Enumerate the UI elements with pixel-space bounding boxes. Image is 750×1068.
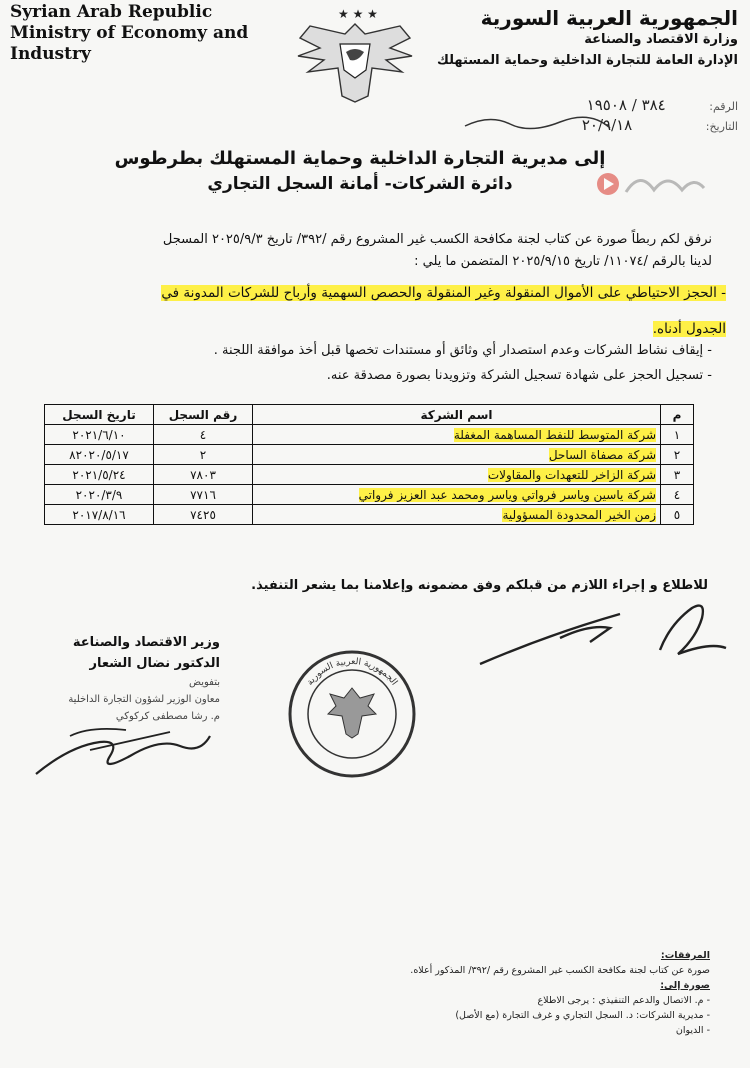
table-row (45, 485, 694, 505)
row-index: ١ (661, 425, 694, 445)
register-number: ٤ (154, 425, 253, 445)
minister-title: وزير الاقتصاد والصناعة (72, 635, 220, 650)
copies-label: صورة إلى: (660, 980, 710, 991)
company-name (253, 425, 661, 445)
body-text: لدينا بالرقم /١١٠٧٤/ تاريخ ٢٠٢٥/٩/١٥ المتضمن ما يلي : (414, 254, 712, 269)
register-number: ٧٧١٦ (154, 485, 253, 505)
body-item-3 (32, 365, 712, 387)
eagle-emblem-icon (290, 4, 420, 104)
highlighted-text: - الحجز الاحتياطي على الأموال المنقولة وغير المنقولة والحصص السهمية وأرباح للشركات المدونة في (161, 285, 726, 301)
handwriting-scribble-icon (460, 108, 620, 138)
row-index: ٣ (661, 465, 694, 485)
addressee-line-2: دائرة الشركات- أمانة السجل التجاري (207, 174, 513, 194)
table-row (45, 465, 694, 485)
register-date: ٨٢٠٢٠/٥/١٧ (45, 445, 154, 465)
copy-item: - م. الاتصال والدعم التنفيذي : يرجى الاطلاع (537, 995, 710, 1006)
table-row (45, 445, 694, 465)
body-paragraph-1 (32, 229, 712, 251)
header-en-line: Syrian Arab Republic (10, 2, 213, 22)
highlighted-text: شركة مصفاة الساحل (548, 447, 656, 462)
attachment-item: صورة عن كتاب لجنة مكافحة الكسب غير المشروع رقم /٣٩٢/ المذكور أعلاه. (410, 965, 710, 976)
body-paragraph-2 (32, 251, 712, 273)
attachments-label: المرفقات: (660, 950, 710, 961)
body-text: - تسجيل الحجز على شهادة تسجيل الشركة وتزويدنا بصورة مصدقة عنه. (326, 368, 712, 383)
minister-name: الدكتور نضال الشعار (89, 656, 220, 671)
highlighted-text: شركة المتوسط للنفط المساهمة المغفلة (453, 427, 656, 442)
copy-item: - الديوان (675, 1025, 710, 1036)
col-header-register-date: تاريخ السجل (45, 405, 154, 425)
highlighted-text: شركة الزاخر للتعهدات والمقاولات (487, 467, 656, 482)
ministry-header-en (10, 2, 250, 65)
table-row (45, 425, 694, 445)
header-ar-line: الجمهورية العربية السورية (480, 6, 738, 30)
body-item-1 (26, 282, 726, 304)
col-header-index: م (661, 405, 694, 425)
deputy-title: معاون الوزير لشؤون التجارة الداخلية (68, 694, 220, 705)
svg-text:★ ★ ★: ★ ★ ★ (338, 7, 378, 21)
signature-block (60, 632, 220, 725)
register-date: ٢٠٢٠/٣/٩ (45, 485, 154, 505)
date-value: ٢٠/٩/١٨ (581, 116, 633, 134)
row-index: ٢ (661, 445, 694, 465)
ref-label: الرقم: (709, 100, 738, 113)
company-name (253, 485, 661, 505)
body-item-2 (32, 340, 712, 362)
header-ar-line: الإدارة العامة للتجارة الداخلية وحماية المستهلك (436, 53, 738, 68)
company-name (253, 465, 661, 485)
companies-table (44, 404, 694, 525)
row-index: ٤ (661, 485, 694, 505)
body-text: نرفق لكم ربطاً صورة عن كتاب لجنة مكافحة الكسب غير المشروع رقم /٣٩٢/ تاريخ ٢٠٢٥/٩/٣ المسجل (162, 232, 712, 247)
highlighted-text: شركة ياسين وياسر فرواتي وياسر ومحمد عبد العزيز فرواتي (358, 487, 656, 502)
addressee-line-1: إلى مديرية التجارة الداخلية وحماية المستهلك بطرطوس (114, 148, 606, 169)
register-number: ٢ (154, 445, 253, 465)
table-row (45, 505, 694, 525)
body-item-1b (26, 318, 726, 340)
on-behalf: بتفويض (188, 677, 220, 688)
row-index: ٥ (661, 505, 694, 525)
distribution-footer (270, 948, 710, 1038)
copy-item: - مديرية الشركات: د. السجل التجاري و غرف التجارة (مع الأصل) (455, 1010, 710, 1021)
closing-line: للاطلاع و إجراء اللازم من قبلكم وفق مضمونه وإعلامنا بما يشعر التنفيذ. (251, 578, 708, 593)
handwritten-signature-icon (470, 594, 730, 674)
header-ar-line: وزارة الاقتصاد والصناعة (584, 32, 738, 47)
deputy-signature-icon (30, 716, 220, 782)
deputy-name: م. رشا مصطفى كركوكي (115, 711, 220, 722)
table-header-row (45, 405, 694, 425)
date-label: التاريخ: (705, 120, 738, 133)
register-number: ٧٤٢٥ (154, 505, 253, 525)
register-date: ٢٠٢١/٦/١٠ (45, 425, 154, 445)
company-name (253, 505, 661, 525)
highlighted-text: الجدول أدناه. (652, 321, 726, 337)
header-en-line: Industry (10, 44, 91, 64)
register-number: ٧٨٠٣ (154, 465, 253, 485)
col-header-company: اسم الشركة (253, 405, 661, 425)
register-date: ٢٠٢١/٥/٢٤ (45, 465, 154, 485)
stamp-label: الجمهورية العربية السورية (305, 656, 399, 688)
ministry-header-ar (408, 8, 738, 71)
body-text: - إيقاف نشاط الشركات وعدم استصدار أي وثائق أو مستندات تخصها قبل أخذ موافقة اللجنة . (213, 343, 712, 358)
highlighted-text: زمن الخير المحدودة المسؤولية (502, 507, 656, 522)
official-stamp-icon (286, 648, 418, 780)
ref-value: ٣٨٤ / ١٩٥٠٨ (586, 96, 666, 114)
register-date: ٢٠١٧/٨/١٦ (45, 505, 154, 525)
col-header-register-no: رقم السجل (154, 405, 253, 425)
company-name (253, 445, 661, 465)
header-en-line: Ministry of Economy and (10, 23, 249, 43)
